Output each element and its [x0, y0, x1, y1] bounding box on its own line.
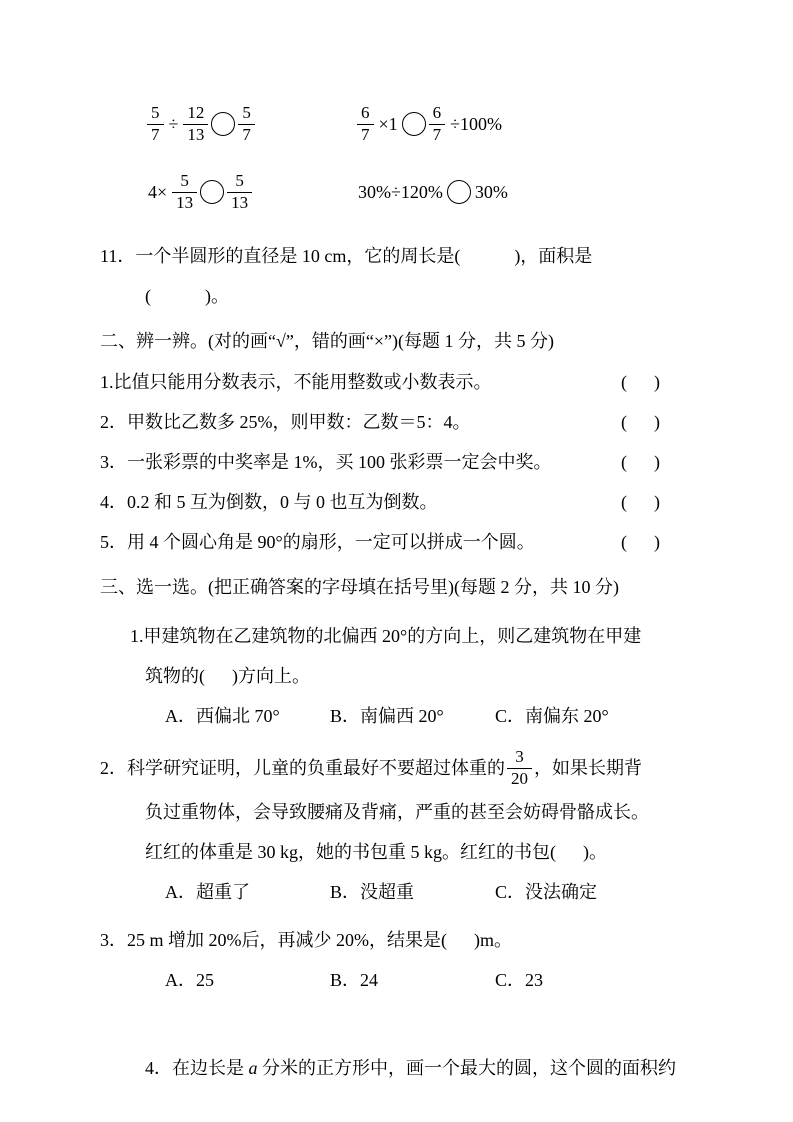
comparison-circle: [447, 180, 471, 204]
fraction-denominator: 13: [172, 192, 197, 213]
choice-q4-text-post: 分米的正方形中，画一个最大的圆，这个圆的面积约: [257, 1058, 676, 1078]
math-expression-3: [145, 166, 355, 218]
multiply-operand: ×1: [378, 113, 398, 134]
fraction-denominator: 7: [357, 124, 374, 145]
choice-q3-options: [100, 960, 660, 1000]
tf-item-4: [100, 482, 660, 522]
fraction-numerator: 6: [432, 102, 442, 122]
fraction-numerator: 5: [180, 170, 189, 190]
option-a: A．25: [165, 970, 214, 990]
section-multiple-choice: [100, 566, 676, 1122]
fraction-numerator: 5: [235, 170, 244, 190]
variable-a: a: [248, 1058, 258, 1078]
choice-q1-line1: 1.甲建筑物在乙建筑物的北偏西 20°的方向上，则乙建筑物在甲建: [130, 626, 642, 646]
math-expression-1: [145, 98, 355, 150]
fraction-numerator: 5: [242, 102, 251, 122]
fraction-numerator: 5: [151, 102, 160, 122]
option-c: C．没法确定: [495, 882, 598, 902]
math-expression-2: [355, 98, 660, 150]
tf-item-1: [100, 362, 660, 402]
fraction-numerator: 6: [361, 102, 370, 122]
fraction-denominator: 7: [147, 124, 164, 145]
fraction: [147, 104, 164, 144]
choice-question-1: [100, 616, 660, 736]
choice-q2-text-post: ，如果长期背: [534, 758, 642, 778]
section-true-false: [100, 320, 660, 562]
tf-item-text: 3．一张彩票的中奖率是 1%，买 100 张彩票一定会中奖。: [100, 452, 552, 472]
answer-bracket: ( ): [621, 372, 660, 392]
fraction: [238, 104, 255, 144]
tf-item-text: 1.比值只能用分数表示，不能用整数或小数表示。: [100, 372, 492, 392]
answer-bracket: ( ): [621, 492, 660, 512]
fraction: [357, 104, 374, 144]
choice-q3-text: 3．25 m 增加 20%后，再减少 20%，结果是( )m。: [100, 930, 512, 950]
answer-bracket: ( ): [621, 452, 660, 472]
math-comparison-section: [100, 98, 660, 218]
question-11: [100, 236, 660, 316]
option-b: B．24: [330, 970, 379, 990]
tf-item-text: 2．甲数比乙数多 25%，则甲数：乙数＝5：4。: [100, 412, 471, 432]
fraction-numerator: 12: [187, 102, 205, 122]
fraction-denominator: 20: [507, 768, 532, 789]
tf-item-2: [100, 402, 660, 442]
option-b: B．南偏西 20°: [330, 706, 444, 726]
answer-bracket: ( ): [621, 412, 660, 432]
section-3-header: 三、选一选。(把正确答案的字母填在括号里)(每题 2 分，共 10 分): [100, 577, 619, 597]
question-11-line1: 11．一个半圆形的直径是 10 cm，它的周长是( )，面积是: [100, 246, 593, 266]
choice-q1-line2: 筑物的( )方向上。: [145, 666, 310, 686]
fraction-numerator: 3: [515, 746, 524, 766]
choice-question-3: [100, 920, 660, 1000]
multiply-operand: 4×: [148, 181, 168, 202]
worksheet-content: [100, 98, 676, 1122]
comparison-circle: [211, 112, 235, 136]
fraction-denominator: 13: [183, 124, 208, 145]
tf-item-3: [100, 442, 660, 482]
choice-q1-options: [100, 696, 660, 736]
question-11-line2: ( )。: [145, 286, 229, 306]
choice-q2-line2: 负过重物体，会导致腰痛及背痛，严重的甚至会妨碍骨骼成长。: [145, 802, 649, 822]
comparison-circle: [200, 180, 224, 204]
option-c: C．南偏东 20°: [495, 706, 609, 726]
tf-item-text: 5．用 4 个圆心角是 90°的扇形，一定可以拼成一个圆。: [100, 532, 535, 552]
choice-question-4: [100, 1008, 676, 1122]
choice-q4-text: [100, 1008, 676, 1122]
fraction: [429, 104, 446, 144]
fraction: [183, 104, 208, 144]
tf-item-text: 4．0.2 和 5 互为倒数，0 与 0 也互为倒数。: [100, 492, 438, 512]
choice-q2-text-pre: 2．科学研究证明，儿童的负重最好不要超过体重的: [100, 758, 505, 778]
option-b: B．没超重: [330, 882, 415, 902]
choice-q2-line1: [100, 744, 660, 792]
fraction: [507, 748, 532, 788]
choice-question-2: [100, 744, 660, 912]
fraction: [227, 172, 252, 212]
fraction-denominator: 13: [227, 192, 252, 213]
fraction-denominator: 7: [238, 124, 255, 145]
math-expression-4: [355, 166, 660, 218]
choice-q2-line3: 红红的体重是 30 kg，她的书包重 5 kg。红红的书包( )。: [145, 842, 607, 862]
fraction: [172, 172, 197, 212]
option-a: A．西偏北 70°: [165, 706, 280, 726]
percent-value: 30%: [474, 181, 508, 202]
answer-bracket: ( ): [621, 532, 660, 552]
divide-operator: ÷: [168, 113, 179, 134]
percent-expression: 30%÷120%: [358, 181, 443, 202]
option-c: C．23: [495, 970, 544, 990]
section-2-header: 二、辨一辨。(对的画“√”，错的画“×”)(每题 1 分，共 5 分): [100, 331, 554, 351]
divide-operand: ÷100%: [450, 113, 503, 134]
comparison-circle: [402, 112, 426, 136]
option-a: A．超重了: [165, 882, 250, 902]
fraction-denominator: 7: [429, 124, 446, 145]
tf-item-5: [100, 522, 660, 562]
choice-q2-options: [100, 872, 660, 912]
choice-q4-text-pre: 4．在边长是: [145, 1058, 249, 1078]
